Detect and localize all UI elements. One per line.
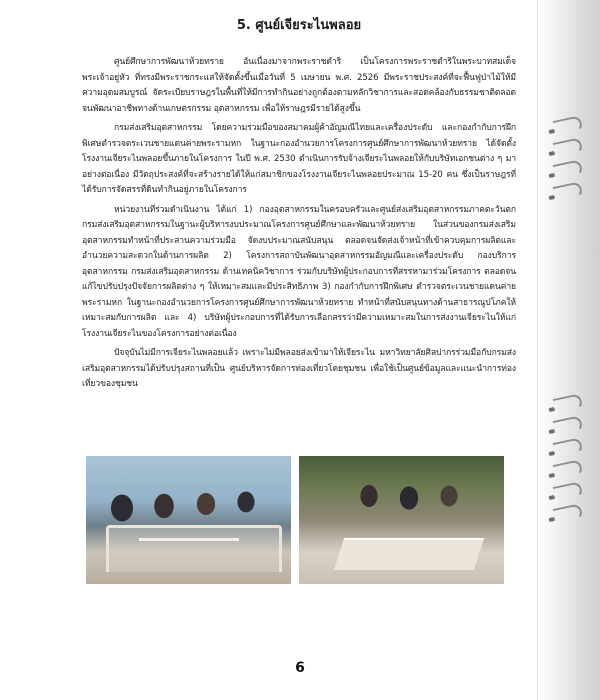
paragraph-intro: ศูนย์ศึกษาการพัฒนาห้วยทราย อันเนื่องมาจากพระราชดำริ เป็นโครงการพระราชดำริในพระบาทสมเด็จพระเจ้าอยู่หัว ที่ทรงมีพระราชกระแสให้จัดตั้งขึ้นเมื่อวันที่ 5 เมษายน พ.ศ. 2526 มีพระราชประสงค์ที่จะฟื้นฟูป่าไม้ให้มีความอุดมสมบูรณ์ จัดระเบียบราษฎรในพื้นที่ให้มีการทำกินอย่างถูกต้องตามหลักวิชาการและสอดคล้องกับธรรมชาติตลอดจนพัฒนาอาชีพทางด้านเกษตรกรรม อุตสาหกรรม เพื่อให้ราษฎรมีรายได้สูงขึ้น <box>82 57 516 114</box>
photo-row <box>86 456 504 584</box>
paragraph-agencies: หน่วยงานที่ร่วมดำเนินงาน ได้แก่ 1) กองอุตสาหกรรมในครอบครัวและศูนย์ส่งเสริมอุตสาหกรรมภาคตะวันตก กรมส่งเสริมอุตสาหกรรมในฐานะผู้บริหารงบประมาณโครงการศูนย์ศึกษาและพัฒนาห้วยทราย ในส่วนของกรมส่งเสริมอุตสาหกรรมทำหน้าที่ประสานความร่วมมือ จัดงบประมาณสนับสนุน ตลอดจนจัดส่งเจ้าหน้าที่เข้าควบคุมการผลิตและอำนวยความสะดวกในด้านการผลิต 2) โครงการสถาบันพัฒนาอุตสาหกรรมอัญมณีและเครื่องประดับ กองบริการอุตสาหกรรม กรมส่งเสริมอุตสาหกรรม ด้านเทคนิควิชาการ ร่วมกับบริษัทผู้ประกอบการที่สรรหามาร่วมโครงการ ตลอดจนแก้ไขปรับปรุงปัจจัยการผลิตต่าง ๆ ให้เหมาะสมและมีประสิทธิภาพ 3) กองกำกับการฝึกพิเศษ ตำรวจตระเวนชายแดนค่ายพระรามหก ในฐานะกองอำนวยการโครงการศูนย์ศึกษาการพัฒนาห้วยทราย ทำหน้าที่สนับสนุนทางด้านสาธารณูปโภคให้เหมาะสมกับการผลิต และ 4) บริษัทผู้ประกอบการที่ได้รับการเลือกสรรว่ามีความเหมาะสมในการส่งงานเจียระไนให้แก่โรงงานเจียระไนของโครงการอย่างต่อเนื่อง <box>82 204 516 339</box>
paragraph-current: ปัจจุบันไม่มีการเจียระไนพลอยแล้ว เพราะไม่มีพลอยส่งเข้ามาให้เจียระไน มหาวิทยาลัยศิลปากรร่วมมือกับกรมส่งเสริมอุตสาหกรรมได้ปรับปรุงสถานที่เป็น ศูนย์บริหารจัดการท่องเที่ยวโดยชุมชน เพื่อใช้เป็นศูนย์ข้อมูลและแนะนำการท่องเที่ยวของชุมชน <box>82 348 516 389</box>
binding-ring-icon <box>553 181 584 202</box>
binding-ring-icon <box>553 415 584 436</box>
paragraph-factory: กรมส่งเสริมอุตสาหกรรม โดยความร่วมมือของสมาคมผู้ค้าอัญมณีไทยและเครื่องประดับ และกองกำกับการฝึกพิเศษตำรวจตระเวนชายแดนค่ายพระรามหก ในฐานะกองอำนวยการโครงการศูนย์ศึกษาการพัฒนาห้วยทราย ได้จัดตั้งโรงงานเจียระไนพลอยขึ้นภายในโครงการ ในปี พ.ศ. 2530 ดำเนินการรับจ้างเจียระไนพลอยให้กับบริษัทเอกชนต่าง ๆ มาอย่างต่อเนื่อง มีวัตถุประสงค์ที่จะสร้างรายได้ให้แก่สมาชิกของโรงงานเจียระไนพลอยประมาณ 15-20 คน ซึ่งเป็นราษฎรที่ได้รับการจัดสรรที่ดินทำกินอยู่ภายในโครงการ <box>82 123 516 195</box>
binding-ring-icon <box>553 459 584 480</box>
loom-shape <box>106 525 282 572</box>
page-content <box>82 14 516 397</box>
binding-ring-icon <box>553 437 584 458</box>
binding-ring-icon <box>553 137 584 158</box>
binding-ring-icon <box>553 115 584 136</box>
page-number: 6 <box>295 660 305 676</box>
binding-ring-icon <box>553 503 584 524</box>
binding-ring-icon <box>553 481 584 502</box>
photo-visit-loom <box>86 456 291 584</box>
binding-ring-icon <box>553 393 584 414</box>
binding-ring-icon <box>553 159 584 180</box>
photo-visit-exhibit <box>299 456 504 584</box>
exhibit-table-shape <box>334 538 484 570</box>
spiral-binding <box>537 0 600 700</box>
page-title: 5. ศูนย์เจียระไนพลอย <box>236 18 362 33</box>
